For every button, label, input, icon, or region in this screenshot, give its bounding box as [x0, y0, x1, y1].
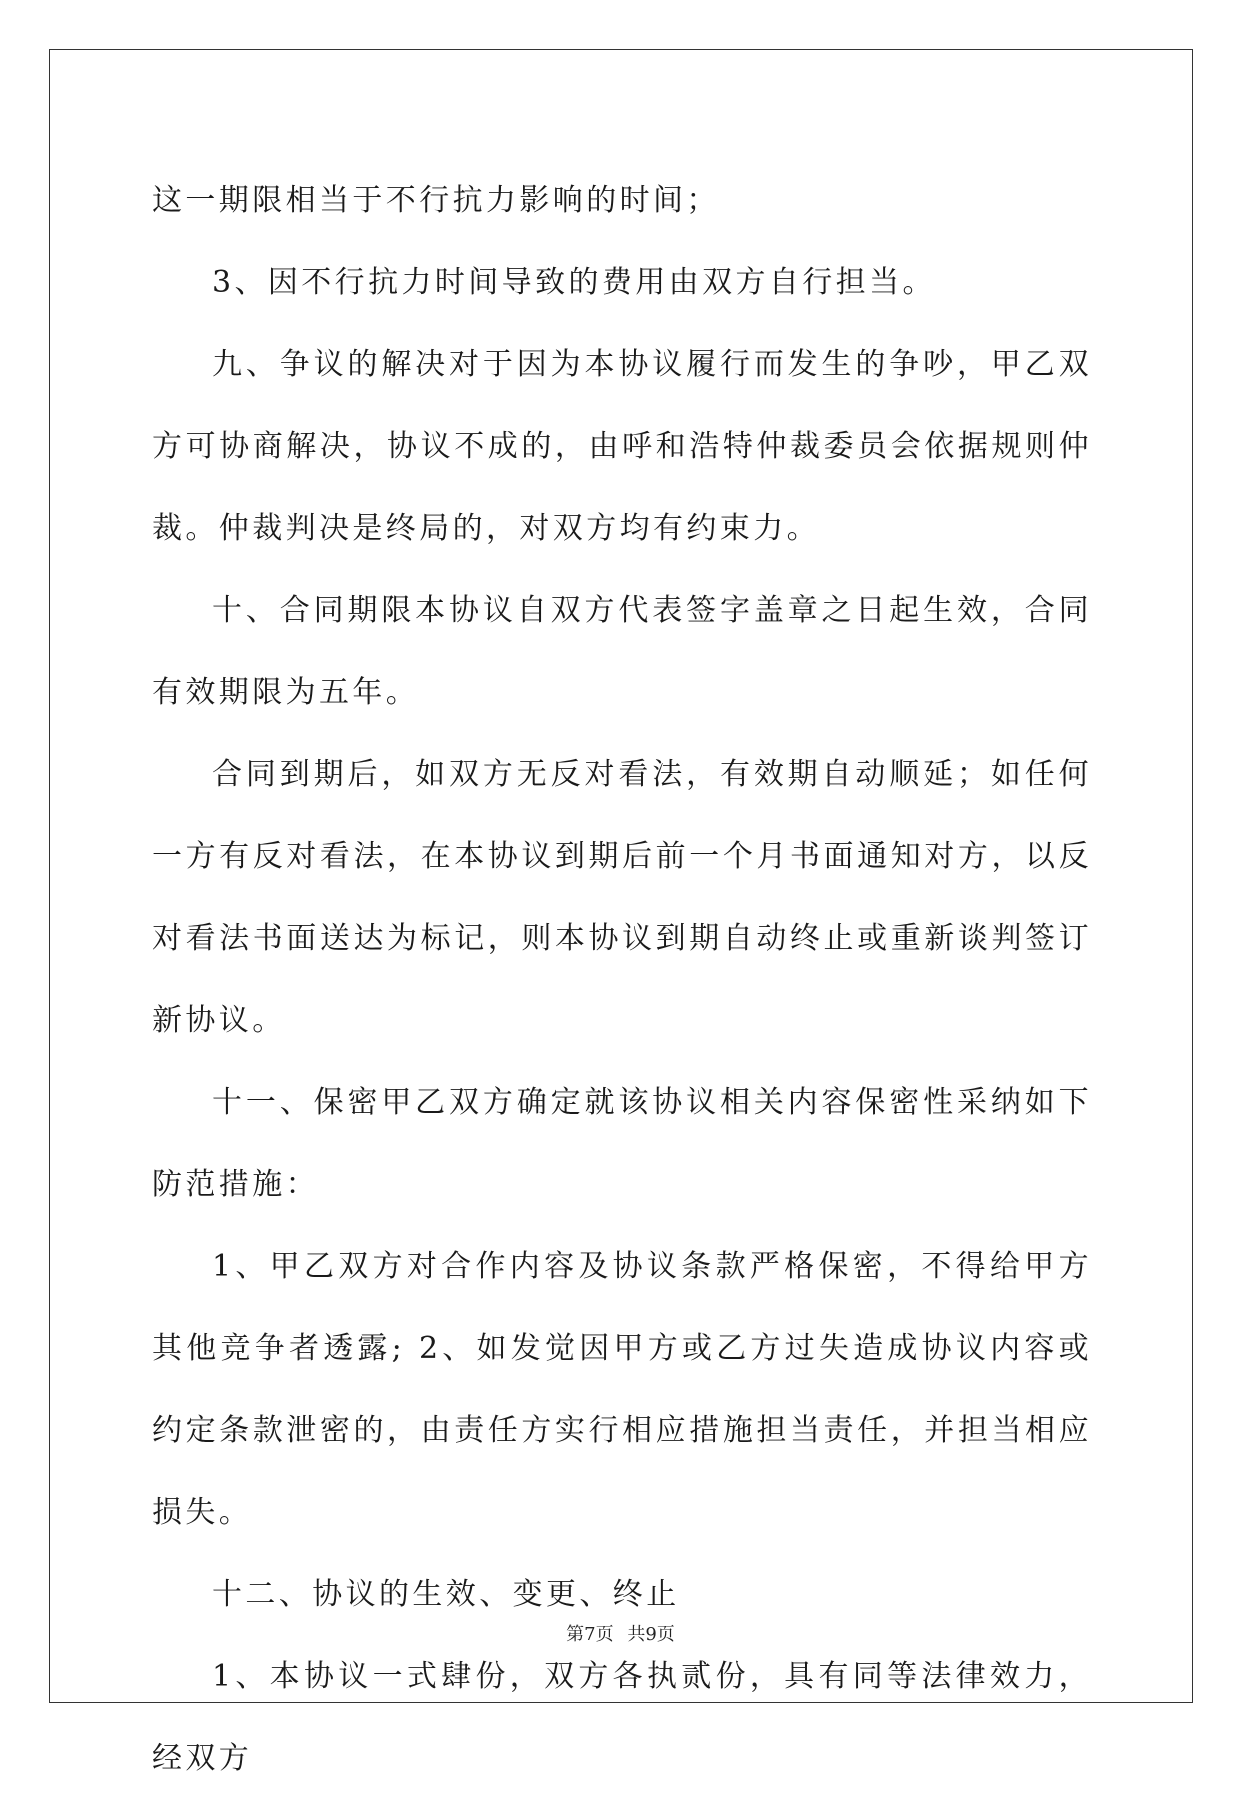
page-total: 共9页 [627, 1624, 675, 1645]
paragraph-8: 十二、协议的生效、变更、终止 [212, 1577, 680, 1612]
paragraph-1: 这一期限相当于不行抗力影响的时间； [152, 183, 720, 218]
page-footer [0, 1620, 1241, 1646]
paragraph-2: 3、因不行抗力时间导致的费用由双方自行担当。 [212, 265, 936, 300]
paragraph-9: 1、本协议一式肆份，双方各执贰份，具有同等法律效力，经双方 [152, 1659, 1092, 1776]
paragraph-5: 合同到期后，如双方无反对看法，有效期自动顺延；如任何一方有反对看法，在本协议到期后前一个月书面通知对方，以反对看法书面送达为标记，则本协议到期自动终止或重新谈判签订新协议。 [152, 757, 1092, 1038]
document-body [152, 160, 1092, 1800]
page-number: 第7页 [566, 1624, 614, 1645]
paragraph-3: 九、争议的解决对于因为本协议履行而发生的争吵，甲乙双方可协商解决，协议不成的，由呼和浩特仲裁委员会依据规则仲裁。仲裁判决是终局的，对双方均有约束力。 [152, 347, 1092, 546]
paragraph-4: 十、合同期限本协议自双方代表签字盖章之日起生效，合同有效期限为五年。 [152, 593, 1092, 710]
paragraph-7: 1、甲乙双方对合作内容及协议条款严格保密，不得给甲方其他竞争者透露; 2、如发觉因甲方或乙方过失造成协议内容或约定条款泄密的，由责任方实行相应措施担当责任，并担当相应损失。 [152, 1249, 1092, 1530]
paragraph-6: 十一、保密甲乙双方确定就该协议相关内容保密性采纳如下防范措施： [152, 1085, 1092, 1202]
